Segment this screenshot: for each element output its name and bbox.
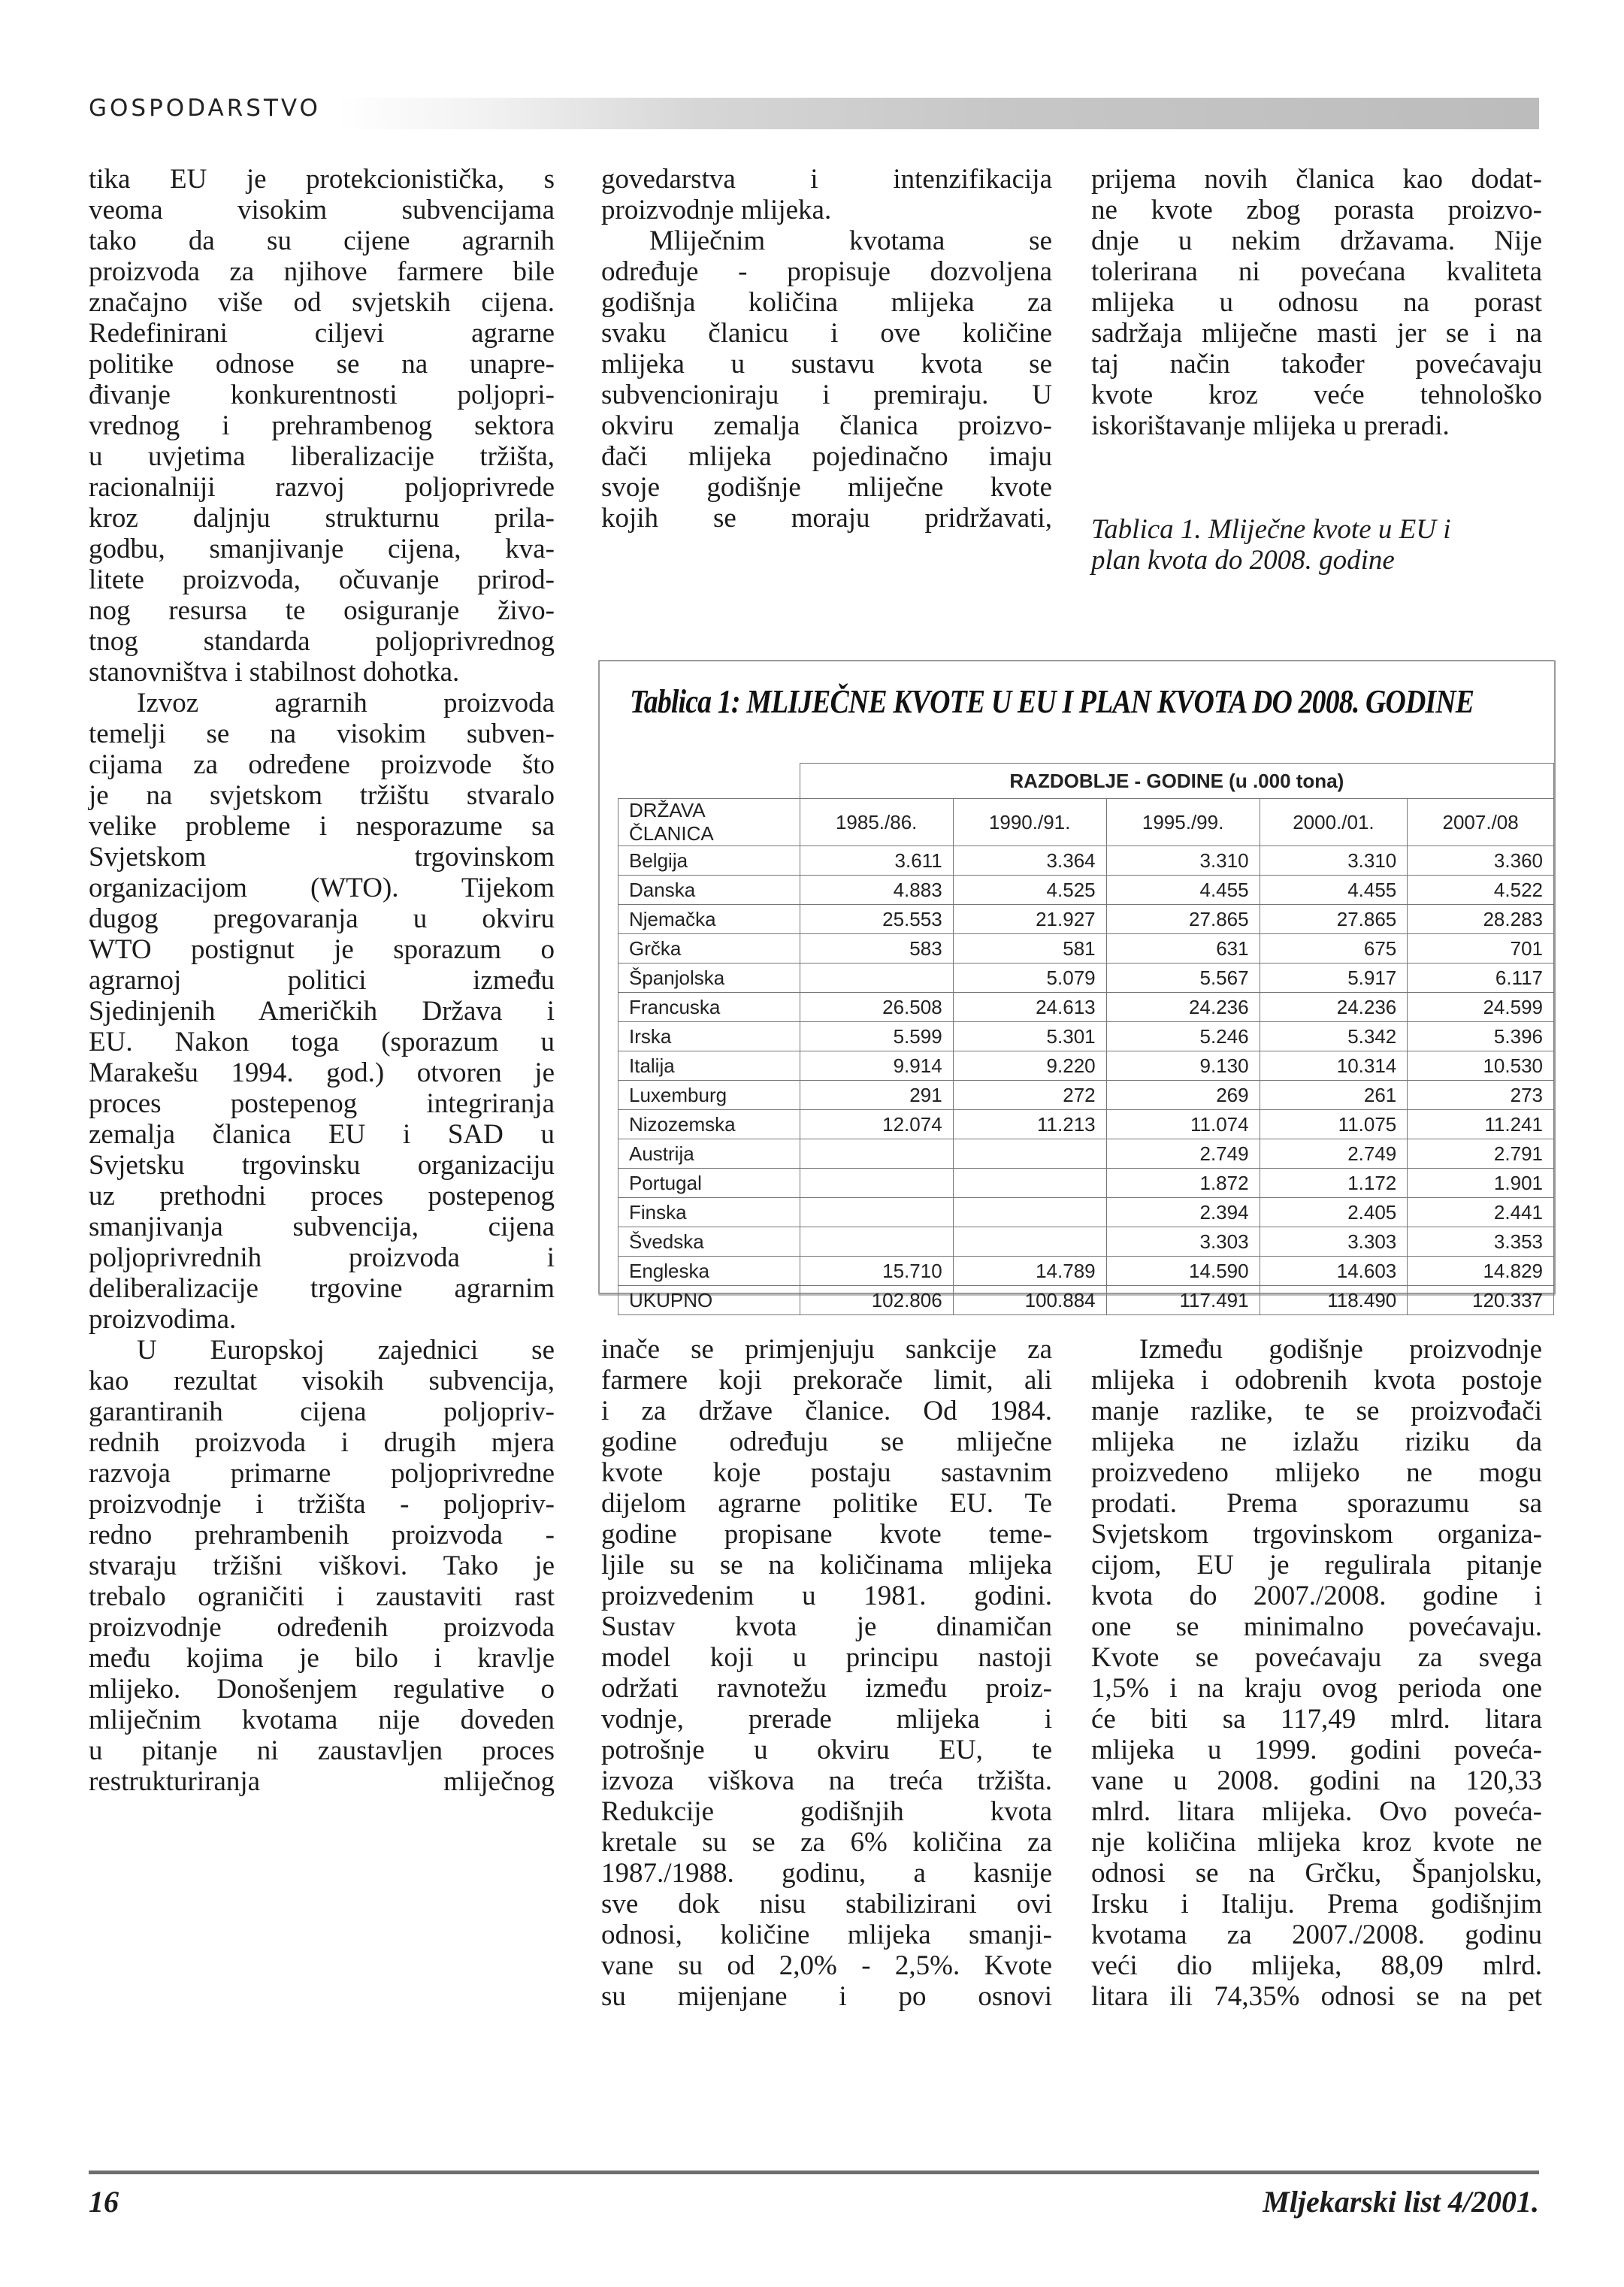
quota-value-cell: 3.303 (1106, 1227, 1260, 1257)
text-line: EU. Nakon toga (sporazum u (89, 1027, 555, 1057)
text-line: Svjetskom trgovinskom organiza- (1091, 1519, 1542, 1550)
quota-value-cell: 15.710 (800, 1257, 953, 1286)
quota-value-cell: 5.342 (1260, 1022, 1408, 1051)
text-line: u uvjetima liberalizacije tržišta, (89, 441, 555, 472)
section-title: GOSPODARSTVO (89, 95, 321, 122)
text-line: proizvedenim u 1981. godini. (601, 1581, 1052, 1611)
text-line: razvoja primarne poljoprivredne (89, 1458, 555, 1489)
text-line: sve dok nisu stabilizirani ovi (601, 1889, 1052, 1919)
period-header: 1995./99. (1106, 799, 1260, 846)
country-cell: Engleska (618, 1257, 800, 1286)
quota-value-cell (953, 1198, 1106, 1227)
text-line: smanjivanja subvencija, cijena (89, 1212, 555, 1242)
quota-value-cell: 675 (1260, 934, 1408, 964)
text-line: đači mlijeka pojedinačno imaju (601, 441, 1052, 472)
quota-value-cell (953, 1139, 1106, 1169)
text-line: je na svjetskom tržištu stvaralo (89, 780, 555, 811)
text-line: okviru zemalja članica proizvo- (601, 410, 1052, 441)
quota-value-cell: 581 (953, 934, 1106, 964)
quota-value-cell: 3.310 (1106, 846, 1260, 876)
text-line: agrarnoj politici između (89, 965, 555, 996)
quota-value-cell: 4.455 (1106, 876, 1260, 905)
text-line: inače se primjenjuju sankcije za (601, 1334, 1052, 1365)
table-row (618, 1051, 1554, 1081)
text-line: cijom, EU je regulirala pitanje (1091, 1550, 1542, 1581)
text-line: sadržaja mliječne masti jer se i na (1091, 318, 1542, 349)
text-line: subvencioniraju i premiraju. U (601, 380, 1052, 410)
quota-value-cell: 120.337 (1408, 1286, 1554, 1315)
text-line: temelji se na visokim subven- (89, 718, 555, 749)
column-3-top-text (1091, 164, 1542, 441)
text-line: mlijeka ne izlažu riziku da (1091, 1426, 1542, 1457)
text-line: politike odnose se na unapre- (89, 349, 555, 380)
quota-value-cell: 11.075 (1260, 1110, 1408, 1139)
text-line: odnosi se na Grčku, Španjolsku, (1091, 1858, 1542, 1889)
text-line: tika EU je protekcionistička, s (89, 164, 555, 195)
quota-value-cell (953, 1227, 1106, 1257)
quota-value-cell: 4.883 (800, 876, 953, 905)
text-line: vodnje, prerade mlijeka i (601, 1704, 1052, 1735)
text-line: Sustav kvota je dinamičan (601, 1611, 1052, 1642)
quota-value-cell: 273 (1408, 1081, 1554, 1110)
text-line: održati ravnotežu između proiz- (601, 1673, 1052, 1704)
quota-value-cell: 9.914 (800, 1051, 953, 1081)
table-row (618, 934, 1554, 964)
text-line: Između godišnje proizvodnje (1139, 1334, 1542, 1365)
quota-value-cell: 6.117 (1408, 964, 1554, 993)
quota-value-cell: 25.553 (800, 905, 953, 934)
text-line: deliberalizacije trgovine agrarnim (89, 1273, 555, 1304)
text-line: mlijeko. Donošenjem regulative o (89, 1674, 555, 1705)
quota-value-cell: 27.865 (1106, 905, 1260, 934)
text-line: dnje u nekim državama. Nije (1091, 225, 1542, 256)
text-line: i za države članice. Od 1984. (601, 1396, 1052, 1426)
text-line: proces postepenog integriranja (89, 1088, 555, 1119)
text-line: proizvoda za njihove farmere bile (89, 256, 555, 287)
text-line: godine određuju se mliječne (601, 1426, 1052, 1457)
text-line: organizacijom (WTO). Tijekom (89, 873, 555, 903)
text-line: velike probleme i nesporazume sa (89, 811, 555, 842)
quota-value-cell: 102.806 (800, 1286, 953, 1315)
text-line: Marakešu 1994. god.) otvoren je (89, 1057, 555, 1088)
quota-value-cell: 3.303 (1260, 1227, 1408, 1257)
text-line: mlijeka u 1999. godini poveća- (1091, 1735, 1542, 1765)
table-row (618, 1110, 1554, 1139)
table-total-row (618, 1286, 1554, 1315)
text-line: značajno više od svjetskih cijena. (89, 287, 555, 318)
country-cell: Irska (618, 1022, 800, 1051)
text-line: u pitanje ni zaustavljen proces (89, 1735, 555, 1766)
table-row (618, 1257, 1554, 1286)
footer-rule (89, 2171, 1539, 2174)
table-row (618, 993, 1554, 1022)
text-line: potrošnje u okviru EU, te (601, 1735, 1052, 1765)
column-3-bottom-text (1091, 1334, 1542, 2012)
text-line: kvote kroz veće tehnološko (1091, 380, 1542, 410)
text-line: rednih proizvoda i drugih mjera (89, 1427, 555, 1458)
quota-value-cell: 5.246 (1106, 1022, 1260, 1051)
quota-value-cell: 9.130 (1106, 1051, 1260, 1081)
text-line: govedarstva i intenzifikacija (601, 164, 1052, 195)
quota-value-cell: 12.074 (800, 1110, 953, 1139)
text-line: vrednog i prehrambenog sektora (89, 410, 555, 441)
text-line: Izvoz agrarnih proizvoda (137, 688, 555, 718)
period-group-header: RAZDOBLJE - GODINE (u .000 tona) (800, 764, 1553, 799)
quota-value-cell: 24.599 (1408, 993, 1554, 1022)
table-row (618, 964, 1554, 993)
text-line: prijema novih članica kao dodat- (1091, 164, 1542, 195)
text-line: cijama za određene proizvode što (89, 749, 555, 780)
quota-value-cell: 21.927 (953, 905, 1106, 934)
text-line: zemalja članica EU i SAD u (89, 1119, 555, 1150)
country-cell: Italija (618, 1051, 800, 1081)
text-line: Redefinirani ciljevi agrarne (89, 318, 555, 349)
table-row (618, 876, 1554, 905)
text-line: đivanje konkurentnosti poljopri- (89, 380, 555, 410)
text-line: stanovništva i stabilnost dohotka. (89, 657, 460, 688)
quota-value-cell: 2.405 (1260, 1198, 1408, 1227)
text-line: odnosi, količine mlijeka smanji- (601, 1919, 1052, 1950)
text-line: 1987./1988. godinu, a kasnije (601, 1858, 1052, 1889)
quota-value-cell: 14.829 (1408, 1257, 1554, 1286)
quota-value-cell: 14.789 (953, 1257, 1106, 1286)
quota-value-cell: 701 (1408, 934, 1554, 964)
text-line: među kojima je bilo i kravlje (89, 1643, 555, 1674)
text-line: proizvodnje i tržišta - poljopriv- (89, 1489, 555, 1520)
text-line: trebalo ograničiti i zaustaviti rast (89, 1581, 555, 1612)
quota-value-cell: 5.301 (953, 1022, 1106, 1051)
country-cell: Danska (618, 876, 800, 905)
quota-value-cell: 5.396 (1408, 1022, 1554, 1051)
text-line: ljile su se na količinama mlijeka (601, 1550, 1052, 1581)
quota-value-cell (800, 964, 953, 993)
text-line: Irsku i Italiju. Prema godišnjim (1091, 1889, 1542, 1919)
country-cell: Švedska (618, 1227, 800, 1257)
period-header: 1990./91. (953, 799, 1106, 846)
text-line: svoje godišnje mliječne kvote (601, 472, 1052, 503)
text-line: Kvote se povećavaju za svega (1091, 1642, 1542, 1673)
text-line: restrukturiranja mliječnog (89, 1766, 555, 1797)
quota-value-cell: 3.353 (1408, 1227, 1554, 1257)
quota-value-cell: 2.441 (1408, 1198, 1554, 1227)
page-number: 16 (89, 2185, 119, 2219)
text-line: proizvodima. (89, 1304, 237, 1335)
text-line: godbu, smanjivanje cijena, kva- (89, 534, 555, 564)
quota-value-cell: 10.530 (1408, 1051, 1554, 1081)
country-cell: Belgija (618, 846, 800, 876)
quota-value-cell: 3.310 (1260, 846, 1408, 876)
quota-value-cell: 1.172 (1260, 1169, 1408, 1198)
table-corner (618, 764, 800, 799)
text-line: racionalniji razvoj poljoprivrede (89, 472, 555, 503)
country-cell: Luxemburg (618, 1081, 800, 1110)
text-line: poljoprivrednih proizvoda i (89, 1242, 555, 1273)
text-line: ne kvote zbog porasta proizvo- (1091, 195, 1542, 225)
quota-value-cell: 5.599 (800, 1022, 953, 1051)
quota-value-cell: 1.872 (1106, 1169, 1260, 1198)
country-cell: Grčka (618, 934, 800, 964)
quota-value-cell: 10.314 (1260, 1051, 1408, 1081)
text-line: nje količina mlijeka kroz kvote ne (1091, 1827, 1542, 1858)
text-line: one se minimalno povećavaju. (1091, 1611, 1542, 1642)
quota-value-cell: 5.917 (1260, 964, 1408, 993)
quota-value-cell: 261 (1260, 1081, 1408, 1110)
quota-value-cell: 5.567 (1106, 964, 1260, 993)
text-line: mlijeka u odnosu na porast (1091, 287, 1542, 318)
text-line: proizvedeno mlijeko ne mogu (1091, 1457, 1542, 1488)
text-line: mlrd. litara mlijeka. Ovo poveća- (1091, 1796, 1542, 1827)
quota-value-cell: 2.749 (1106, 1139, 1260, 1169)
text-line: godine propisane kvote teme- (601, 1519, 1052, 1550)
text-line: vane u 2008. godini na 120,33 (1091, 1765, 1542, 1796)
quota-value-cell: 3.364 (953, 846, 1106, 876)
country-cell: Austrija (618, 1139, 800, 1169)
text-line: dijelom agrarne politike EU. Te (601, 1488, 1052, 1519)
text-line: redno prehrambenih proizvoda - (89, 1520, 555, 1550)
milk-quota-table (618, 763, 1554, 1315)
text-line: dugog pregovaranja u okviru (89, 903, 555, 934)
quota-value-cell: 1.901 (1408, 1169, 1554, 1198)
table-row (618, 1022, 1554, 1051)
text-line: manje razlike, te se proizvođači (1091, 1396, 1542, 1426)
period-header: 1985./86. (800, 799, 953, 846)
quota-value-cell (953, 1169, 1106, 1198)
table-row (618, 1227, 1554, 1257)
text-line: kroz daljnju strukturnu prila- (89, 503, 555, 534)
text-line: stvaraju tržišni viškovi. Tako je (89, 1550, 555, 1581)
country-cell: Portugal (618, 1169, 800, 1198)
text-line: kretale su se za 6% količina za (601, 1827, 1052, 1858)
text-line: Sjedinjenih Američkih Država i (89, 996, 555, 1027)
text-line: su mijenjane i po osnovi (601, 1981, 1052, 2012)
page-header (89, 90, 1539, 128)
table-row (618, 905, 1554, 934)
text-line: farmere koji prekorače limit, ali (601, 1365, 1052, 1396)
text-line: veoma visokim subvencijama (89, 195, 555, 225)
quota-value-cell: 26.508 (800, 993, 953, 1022)
quota-value-cell (800, 1169, 953, 1198)
text-line: mlijeka u sustavu kvota se (601, 349, 1052, 380)
text-line: uz prethodni proces postepenog (89, 1181, 555, 1212)
text-line: veći dio mlijeka, 88,09 mlrd. (1091, 1950, 1542, 1981)
text-line: Redukcije godišnjih kvota (601, 1796, 1052, 1827)
quota-value-cell: 2.791 (1408, 1139, 1554, 1169)
quota-value-cell: 118.490 (1260, 1286, 1408, 1315)
quota-value-cell: 4.522 (1408, 876, 1554, 905)
table-row (618, 846, 1554, 876)
text-line: taj način također povećavaju (1091, 349, 1542, 380)
quota-value-cell: 24.236 (1106, 993, 1260, 1022)
quota-value-cell: 4.525 (953, 876, 1106, 905)
quota-value-cell: 117.491 (1106, 1286, 1260, 1315)
text-line: kvota do 2007./2008. godine i (1091, 1581, 1542, 1611)
quota-value-cell: 3.611 (800, 846, 953, 876)
text-line: nog resursa te osiguranje živo- (89, 595, 555, 626)
table-caption (1091, 514, 1542, 576)
text-line: U Europskoj zajednici se (137, 1335, 555, 1366)
text-line: kvotama za 2007./2008. godinu (1091, 1919, 1542, 1950)
quota-value-cell: 11.213 (953, 1110, 1106, 1139)
country-cell: Finska (618, 1198, 800, 1227)
header-decorative-band (337, 98, 1539, 129)
text-line: tnog standarda poljoprivrednog (89, 626, 555, 657)
period-header: 2007./08 (1408, 799, 1554, 846)
text-line: izvoza viškova na treća tržišta. (601, 1765, 1052, 1796)
text-line: određuje - propisuje dozvoljena (601, 256, 1052, 287)
quota-value-cell: 272 (953, 1081, 1106, 1110)
period-header: 2000./01. (1260, 799, 1408, 846)
country-column-header: DRŽAVA ČLANICA (618, 799, 800, 846)
text-line: tako da su cijene agrarnih (89, 225, 555, 256)
text-line: vane su od 2,0% - 2,5%. Kvote (601, 1950, 1052, 1981)
quota-value-cell: 11.241 (1408, 1110, 1554, 1139)
table-row (618, 1139, 1554, 1169)
quota-value-cell: 24.613 (953, 993, 1106, 1022)
text-line: će biti sa 117,49 mlrd. litara (1091, 1704, 1542, 1735)
country-cell: Francuska (618, 993, 800, 1022)
quota-value-cell: 9.220 (953, 1051, 1106, 1081)
quota-value-cell: 100.884 (953, 1286, 1106, 1315)
text-line: iskorištavanje mlijeka u preradi. (1091, 410, 1450, 441)
text-line: prodati. Prema sporazumu sa (1091, 1488, 1542, 1519)
table-row (618, 1081, 1554, 1110)
column-2-top-text (601, 164, 1052, 534)
text-line: Svjetskom trgovinskom (89, 842, 555, 873)
text-line: Svjetsku trgovinsku organizaciju (89, 1150, 555, 1181)
text-line: kojih se moraju pridržavati, (601, 503, 1052, 534)
quota-value-cell: 11.074 (1106, 1110, 1260, 1139)
country-cell: UKUPNO (618, 1286, 800, 1315)
quota-value-cell: 5.079 (953, 964, 1106, 993)
quota-value-cell: 631 (1106, 934, 1260, 964)
journal-title: Mljekarski list 4/2001. (1263, 2185, 1539, 2219)
text-line: proizvodnje određenih proizvoda (89, 1612, 555, 1643)
text-line: litete proizvoda, očuvanje prirod- (89, 564, 555, 595)
text-line: kvote koje postaju sastavnim (601, 1457, 1052, 1488)
table-row (618, 1198, 1554, 1227)
quota-value-cell (800, 1139, 953, 1169)
quota-value-cell: 2.749 (1260, 1139, 1408, 1169)
caption-line-1: Tablica 1. Mliječne kvote u EU i (1091, 514, 1451, 545)
quota-value-cell: 291 (800, 1081, 953, 1110)
text-line: 1,5% i na kraju ovog perioda one (1091, 1673, 1542, 1704)
text-line: litara ili 74,35% odnosi se na pet (1091, 1981, 1542, 2012)
text-line: mlijeka i odobrenih kvota postoje (1091, 1365, 1542, 1396)
text-line: mliječnim kvotama nije doveden (89, 1705, 555, 1735)
country-cell: Njemačka (618, 905, 800, 934)
country-cell: Španjolska (618, 964, 800, 993)
text-line: WTO postignut je sporazum o (89, 934, 555, 965)
text-line: proizvodnje mlijeka. (601, 195, 832, 225)
quota-value-cell (800, 1227, 953, 1257)
quota-value-cell: 14.603 (1260, 1257, 1408, 1286)
table-title: Tablica 1: MLIJEČNE KVOTE U EU I PLAN KVOTA DO 2008. GODINE (630, 683, 1474, 720)
quota-value-cell: 3.360 (1408, 846, 1554, 876)
quota-value-cell (800, 1198, 953, 1227)
text-line: kao rezultat visokih subvencija, (89, 1366, 555, 1396)
text-line: garantiranih cijena poljopriv- (89, 1396, 555, 1427)
table-column-header-row (618, 799, 1554, 846)
quota-value-cell: 28.283 (1408, 905, 1554, 934)
quota-value-cell: 583 (800, 934, 953, 964)
table-container (598, 660, 1556, 1311)
text-line: tolerirana ni povećana kvaliteta (1091, 256, 1542, 287)
column-2-bottom-text (601, 1334, 1052, 2012)
caption-line-2: plan kvota do 2008. godine (1091, 545, 1395, 576)
quota-value-cell: 269 (1106, 1081, 1260, 1110)
quota-value-cell: 14.590 (1106, 1257, 1260, 1286)
table-row (618, 1169, 1554, 1198)
country-cell: Nizozemska (618, 1110, 800, 1139)
text-line: svaku članicu i ove količine (601, 318, 1052, 349)
text-line: model koji u principu nastoji (601, 1642, 1052, 1673)
column-1-text (89, 164, 555, 1797)
quota-value-cell: 4.455 (1260, 876, 1408, 905)
quota-value-cell: 24.236 (1260, 993, 1408, 1022)
table-group-header-row (618, 764, 1554, 799)
table-body (618, 846, 1554, 1315)
quota-value-cell: 27.865 (1260, 905, 1408, 934)
text-line: godišnja količina mlijeka za (601, 287, 1052, 318)
text-line: Mliječnim kvotama se (649, 225, 1052, 256)
quota-value-cell: 2.394 (1106, 1198, 1260, 1227)
